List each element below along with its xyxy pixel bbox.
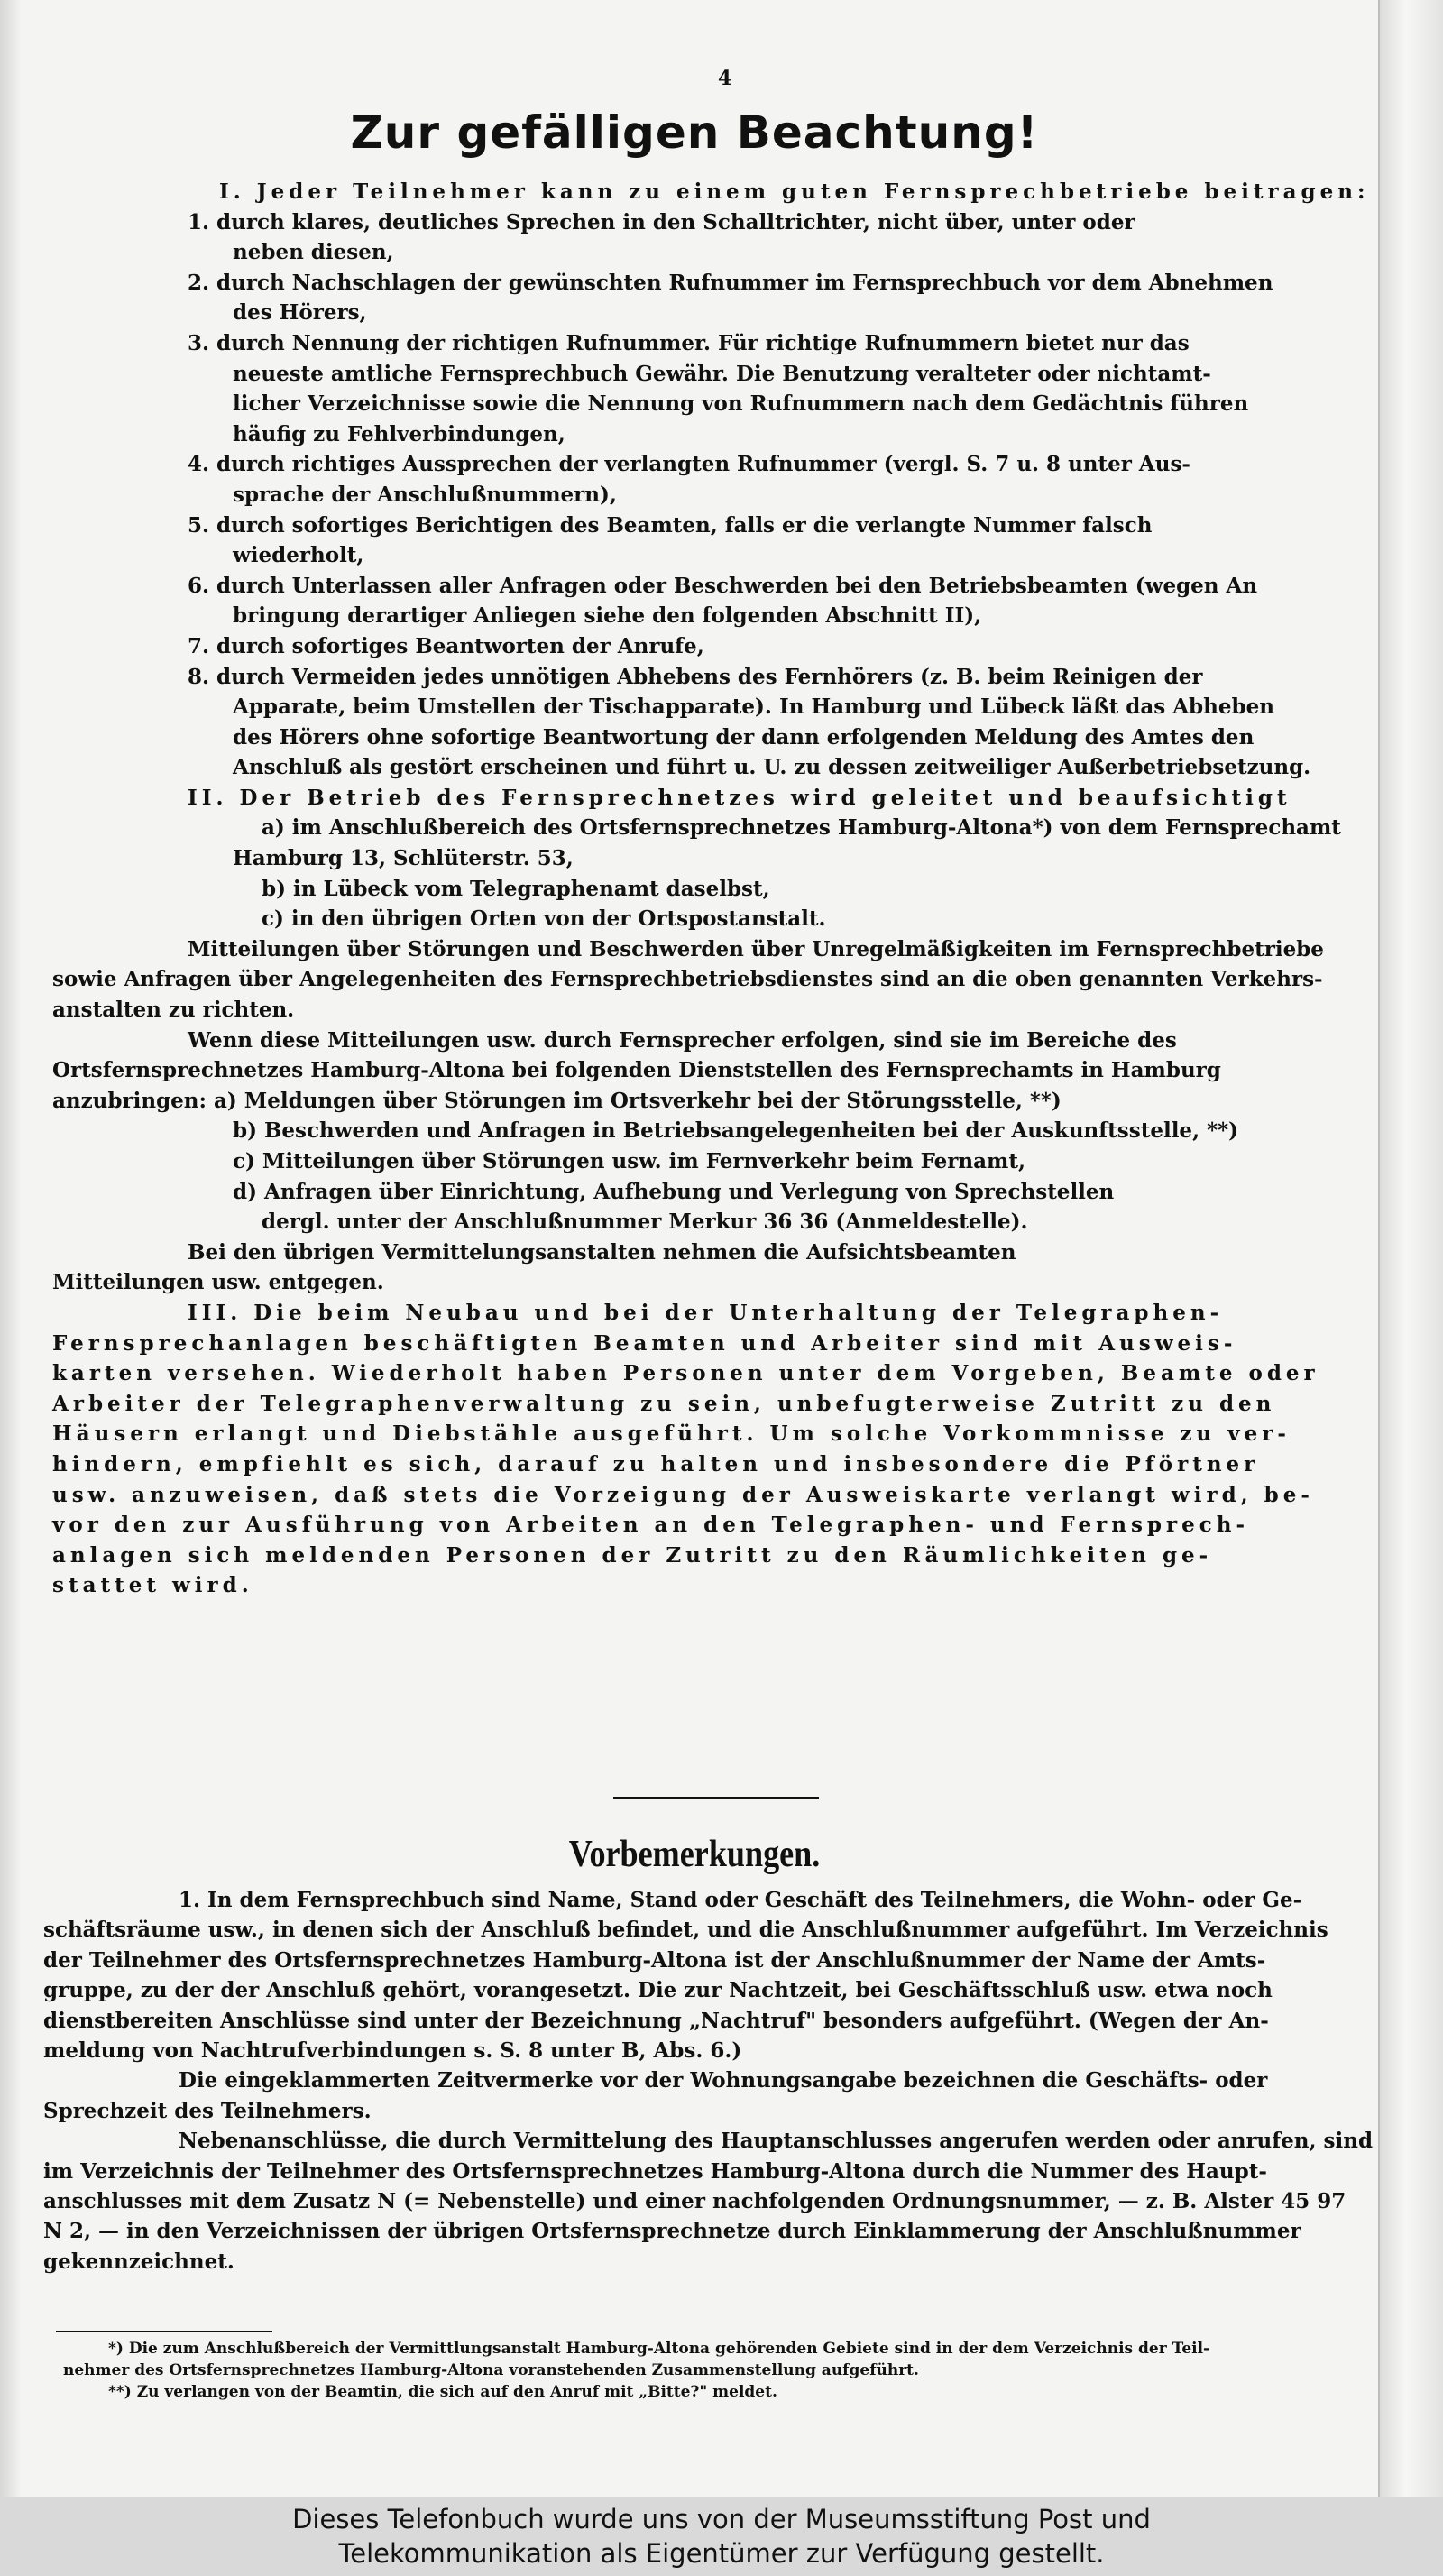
notice-line: Wenn diese Mitteilungen usw. durch Fernsprecher erfolgen, sind sie im Bereiche des (188, 1027, 1177, 1053)
banner-line-2: Telekommunikation als Eigentümer zur Verfügung gestellt. (338, 2538, 1105, 2569)
section-divider (613, 1797, 819, 1799)
notice-line: anzubringen: a) Meldungen über Störungen im Ortsverkehr bei der Störungsstelle, **) (52, 1088, 1062, 1113)
notice-line: des Hörers, (233, 300, 367, 326)
notice-line: Bei den übrigen Vermittelungsanstalten nehmen die Aufsichtsbeamten (188, 1239, 1016, 1265)
vorbemerkung-line: gekennzeichnet. (43, 2249, 234, 2274)
vorbemerkung-line: dienstbereiten Anschlüsse sind unter der Bezeichnung „Nachtruf" besonders aufgeführt. (Wegen der An- (43, 2008, 1269, 2033)
vorbemerkung-line: Die eingeklammerten Zeitvermerke vor der Wohnungsangabe bezeichnen die Geschäfts- oder (179, 2068, 1268, 2093)
notice-line: b) in Lübeck vom Telegraphenamt daselbst, (262, 876, 770, 901)
notice-section (52, 177, 1396, 1601)
notice-line: Hamburg 13, Schlüterstr. 53, (233, 846, 574, 871)
notice-line: karten versehen. Wiederholt haben Personen unter dem Vorgeben, Beamte oder (52, 1361, 1319, 1386)
footnote-line: *) Die zum Anschlußbereich der Vermittlungsanstalt Hamburg-Altona gehörenden Gebiete sind in der dem Verzeichnis der Teil- (108, 2340, 1210, 2358)
notice-line: a) im Anschlußbereich des Ortsfernsprechnetzes Hamburg-Altona*) von dem Fernsprechamt (262, 815, 1341, 841)
notice-line: Mitteilungen usw. entgegen. (52, 1270, 384, 1295)
page-number: 4 (718, 67, 732, 90)
vorbemerkung-line: im Verzeichnis der Teilnehmer des Ortsfernsprechnetzes Hamburg-Altona durch die Nummer des Haupt- (43, 2158, 1267, 2184)
footnotes (63, 2338, 1371, 2403)
page-title: Zur gefälligen Beachtung! (350, 106, 1039, 159)
banner-line-1: Dieses Telefonbuch wurde uns von der Museumsstiftung Post und (292, 2504, 1151, 2535)
notice-line: licher Verzeichnisse sowie die Nennung von Rufnummern nach dem Gedächtnis führen (233, 391, 1249, 417)
notice-line: Arbeiter der Telegraphenverwaltung zu sein, unbefugterweise Zutritt zu den (52, 1391, 1276, 1416)
vorbemerkung-line: Sprechzeit des Teilnehmers. (43, 2098, 372, 2123)
notice-line: dergl. unter der Anschlußnummer Merkur 36 36 (Anmeldestelle). (262, 1210, 1028, 1235)
notice-line: Apparate, beim Umstellen der Tischapparate). In Hamburg und Lübeck läßt das Abheben (233, 695, 1274, 720)
notice-line: usw. anzuweisen, daß stets die Vorzeigung der Ausweiskarte verlangt wird, be- (52, 1482, 1314, 1507)
vorbemerkung-line: der Teilnehmer des Ortsfernsprechnetzes Hamburg-Altona ist der Anschlußnummer der Name der Amts- (43, 1947, 1266, 1973)
notice-line: I. Jeder Teilnehmer kann zu einem guten Fernsprechbetriebe beitragen: (219, 179, 1370, 204)
vorbemerkung-line: Nebenanschlüsse, die durch Vermittelung des Hauptanschlusses angerufen werden oder anrufen, sind (179, 2129, 1374, 2154)
notice-line: sprache der Anschlußnummern), (233, 482, 617, 507)
notice-line: 3. durch Nennung der richtigen Rufnummer. Für richtige Rufnummern bietet nur das (188, 330, 1190, 355)
vorbemerkung-line: 1. In dem Fernsprechbuch sind Name, Stand oder Geschäft des Teilnehmers, die Wohn- oder Ge- (179, 1888, 1302, 1912)
vorbemerkung-line: N 2, — in den Verzeichnissen der übrigen Ortsfernsprechnetze durch Einklammerung der Anschlußnummer (43, 2219, 1301, 2244)
footnote-divider (56, 2331, 272, 2332)
notice-line: 2. durch Nachschlagen der gewünschten Rufnummer im Fernsprechbuch vor dem Abnehmen (188, 270, 1273, 295)
notice-line: neben diesen, (233, 240, 394, 265)
page-edge-left (0, 0, 22, 2497)
notice-line: c) Mitteilungen über Störungen usw. im Fernverkehr beim Fernamt, (233, 1149, 1026, 1173)
notice-line: III. Die beim Neubau und bei der Unterhaltung der Telegraphen- (188, 1300, 1224, 1325)
footnote-line: **) Zu verlangen von der Beamtin, die sich auf den Anruf mit „Bitte?" meldet. (108, 2383, 777, 2401)
notice-line: 1. durch klares, deutliches Sprechen in den Schalltrichter, nicht über, unter oder (188, 209, 1135, 235)
notice-line: wiederholt, (233, 543, 364, 568)
vorbemerkung-line: schäftsräume usw., in denen sich der Anschluß befindet, und die Anschlußnummer aufgeführt. Im Verzeichnis (43, 1918, 1328, 1943)
notice-line: Anschluß als gestört erscheinen und führt u. U. zu dessen zeitweiliger Außerbetriebsetzung. (233, 755, 1311, 780)
notice-line: 4. durch richtiges Aussprechen der verlangten Rufnummer (vergl. S. 7 u. 8 unter Aus- (188, 452, 1190, 477)
notice-line: anstalten zu richten. (52, 998, 295, 1023)
notice-line: d) Anfragen über Einrichtung, Aufhebung und Verlegung von Sprechstellen (233, 1179, 1115, 1204)
vorbemerkung-line: gruppe, zu der der Anschluß gehört, vorangesetzt. Die zur Nachtzeit, bei Geschäftsschluß usw. etwa noch (43, 1978, 1273, 2003)
provenance-banner (0, 2497, 1443, 2576)
notice-line: 8. durch Vermeiden jedes unnötigen Abhebens des Fernhörers (z. B. beim Reinigen der (188, 664, 1203, 689)
notice-line: Mitteilungen über Störungen und Beschwerden über Unregelmäßigkeiten im Fernsprechbetriebe (188, 936, 1324, 961)
notice-line: bringung derartiger Anliegen siehe den folgenden Abschnitt II), (233, 603, 982, 629)
section-title-vorbemerkungen: Vorbemerkungen. (568, 1834, 821, 1875)
notice-line: Fernsprechanlagen beschäftigten Beamten und Arbeiter sind mit Ausweis- (52, 1330, 1237, 1356)
notice-line: des Hörers ohne sofortige Beantwortung der dann erfolgenden Meldung des Amtes den (233, 724, 1255, 750)
vorbemerkungen-section (43, 1885, 1374, 2277)
notice-line: b) Beschwerden und Anfragen in Betriebsangelegenheiten bei der Auskunftsstelle, **) (233, 1118, 1239, 1144)
vorbemerkung-line: anschlusses mit dem Zusatz N (= Nebenstelle) und einer nachfolgenden Ordnungsnummer, — z. B. Alster 45 97 (43, 2189, 1346, 2214)
notice-line: 6. durch Unterlassen aller Anfragen oder Beschwerden bei den Betriebsbeamten (wegen An (188, 573, 1258, 598)
notice-line: Häusern erlangt und Diebstähle ausgeführt. Um solche Vorkommnisse zu ver- (52, 1421, 1291, 1447)
notice-line: stattet wird. (52, 1573, 253, 1598)
notice-line: hindern, empfiehlt es sich, darauf zu halten und insbesondere die Pförtner (52, 1451, 1260, 1477)
footnote-line: nehmer des Ortsfernsprechnetzes Hamburg-Altona voranstehenden Zusammenstellung aufgeführt. (63, 2361, 919, 2379)
notice-line: häufig zu Fehlverbindungen, (233, 421, 565, 446)
notice-line: Ortsfernsprechnetzes Hamburg-Altona bei folgenden Dienststellen des Fernsprechamts in Hamburg (52, 1058, 1221, 1083)
notice-line: c) in den übrigen Orten von der Ortspostanstalt. (262, 906, 826, 932)
notice-line: 5. durch sofortiges Berichtigen des Beamten, falls er die verlangte Nummer falsch (188, 512, 1153, 538)
notice-line: vor den zur Ausführung von Arbeiten an den Telegraphen- und Fernsprech- (52, 1513, 1250, 1538)
notice-line: 7. durch sofortiges Beantworten der Anrufe, (188, 633, 704, 658)
vorbemerkung-line: meldung von Nachtrufverbindungen s. S. 8 unter B, Abs. 6.) (43, 2038, 742, 2064)
notice-line: sowie Anfragen über Angelegenheiten des Fernsprechbetriebsdienstes sind an die oben genannten Verkehrs- (52, 967, 1323, 992)
notice-line: anlagen sich meldenden Personen der Zutritt zu den Räumlichkeiten ge- (52, 1542, 1213, 1568)
notice-line: neueste amtliche Fernsprechbuch Gewähr. Die Benutzung veralteter oder nichtamt- (233, 361, 1211, 386)
notice-line: II. Der Betrieb des Fernsprechnetzes wird geleitet und beaufsichtigt (188, 785, 1291, 810)
